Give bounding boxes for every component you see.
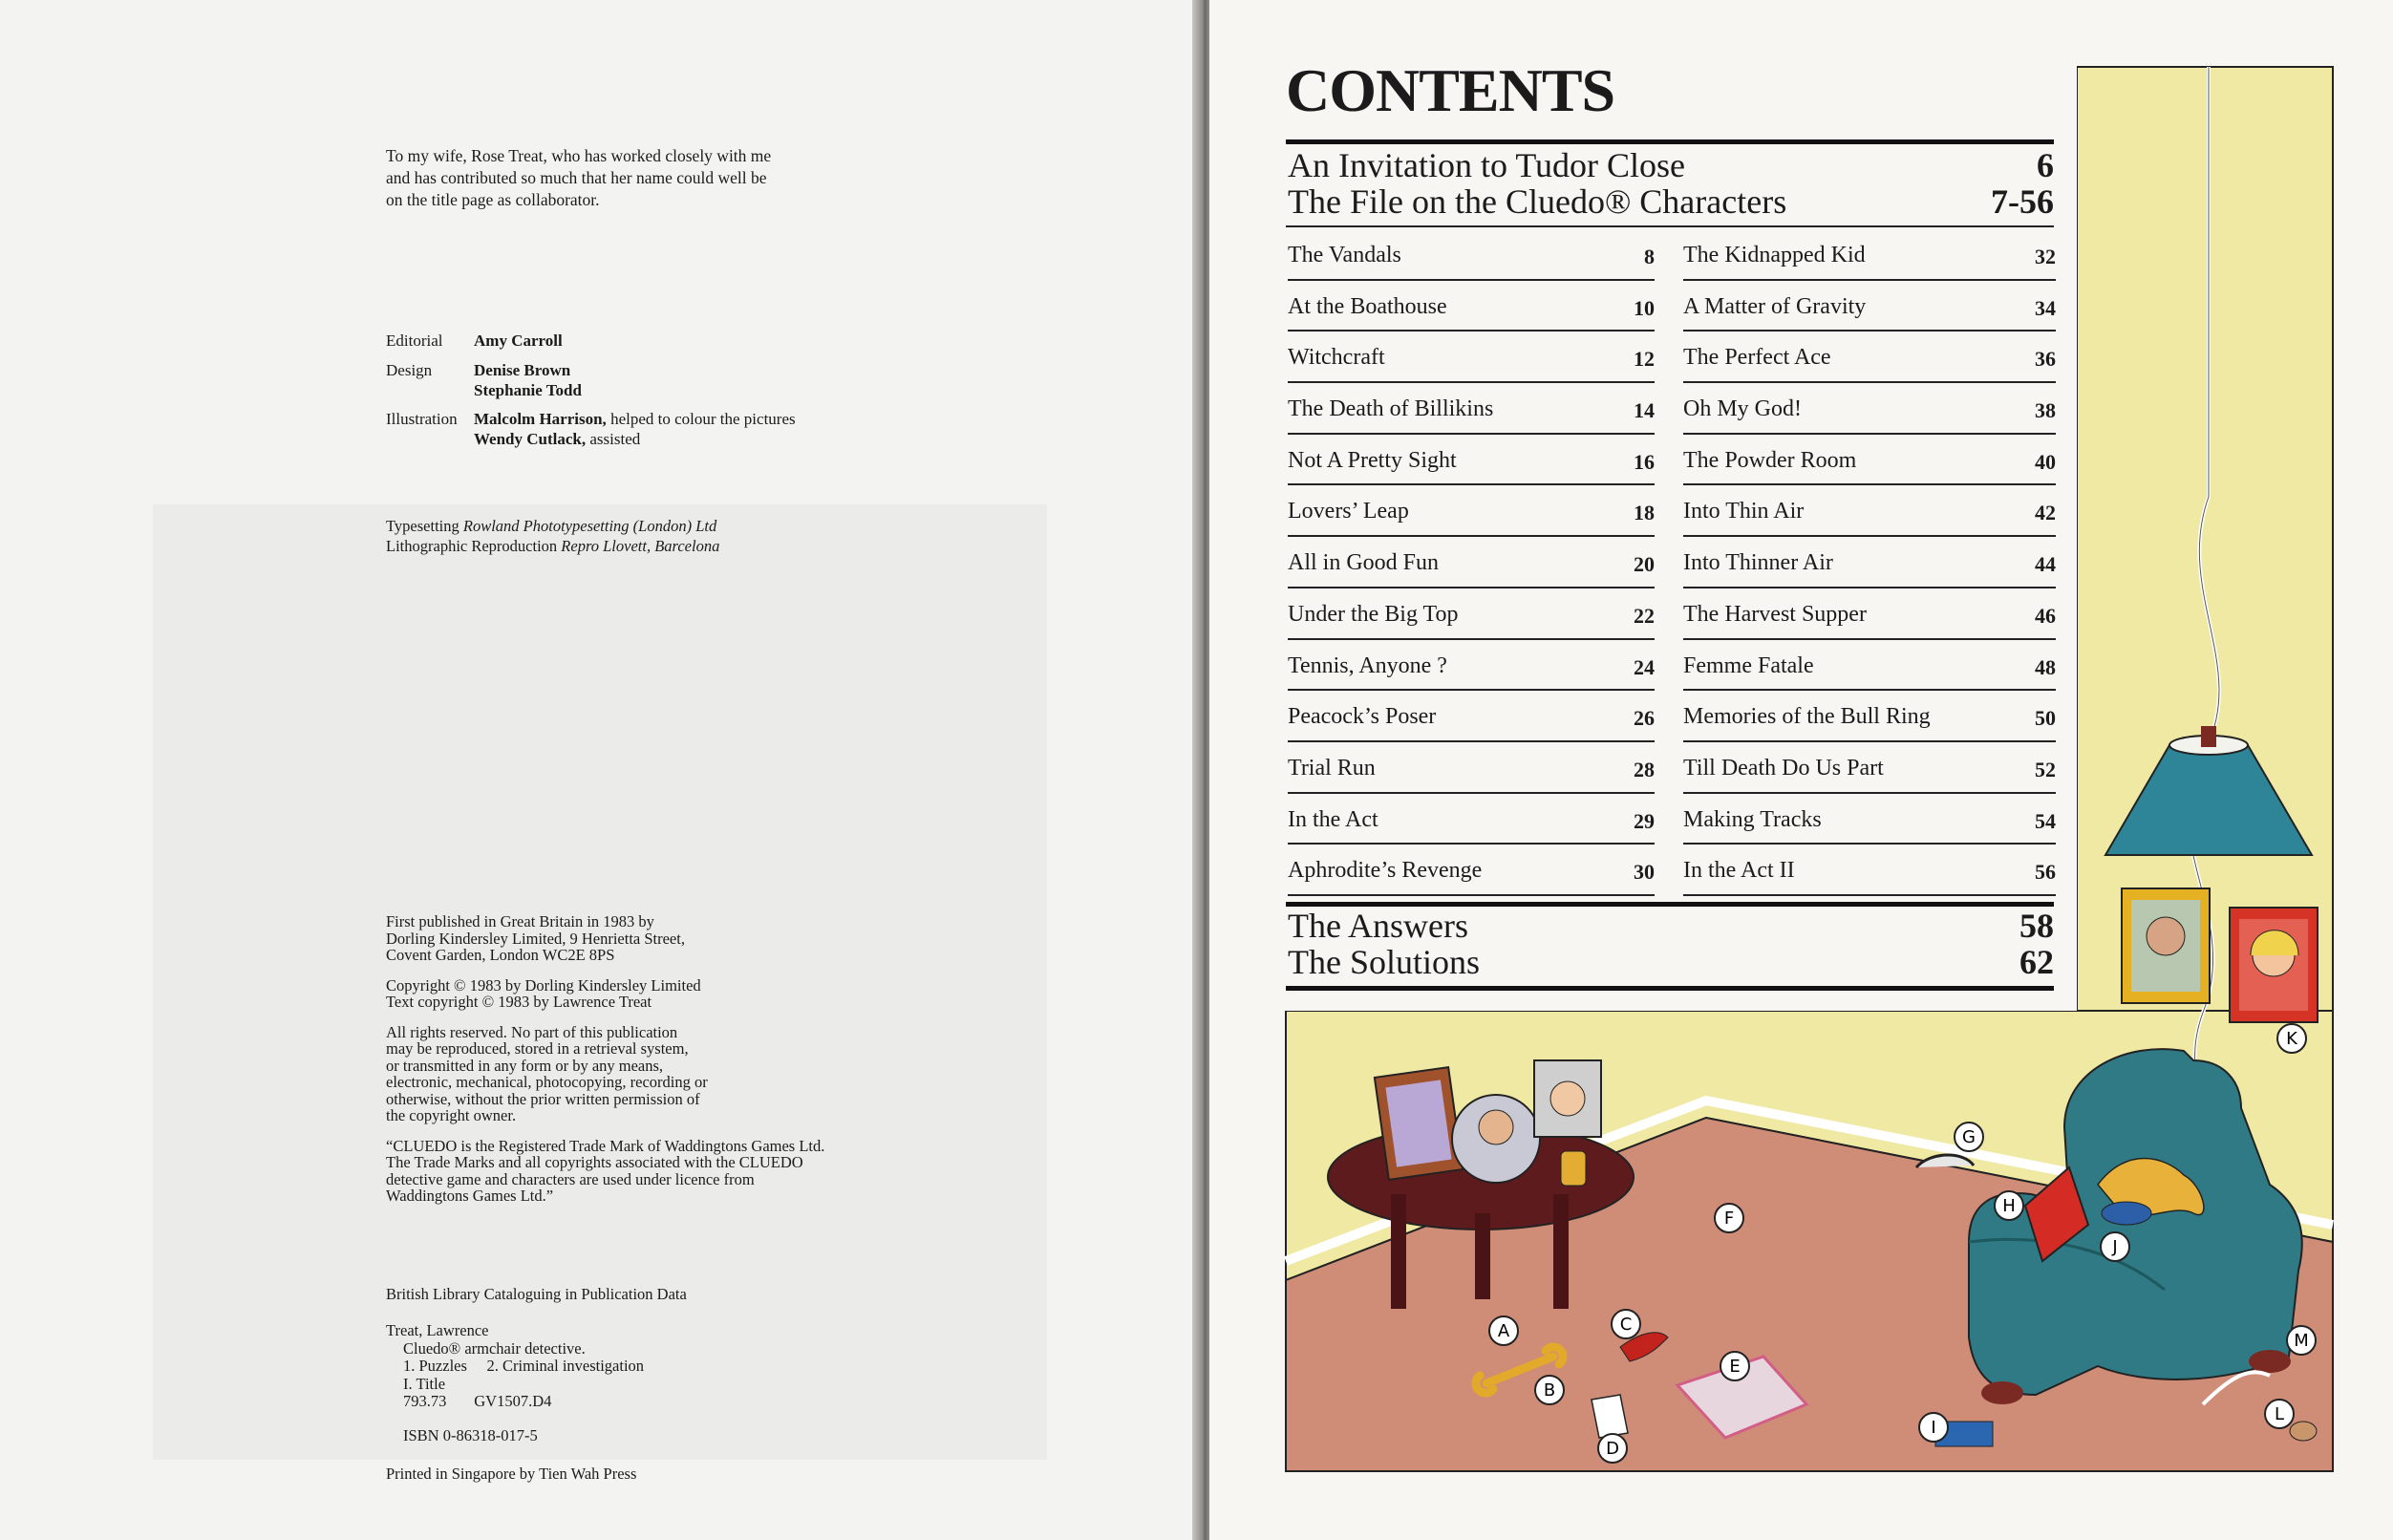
isbn: ISBN 0-86318-017-5 [403,1426,538,1444]
marker-f [1715,1204,1743,1232]
entry-title: Trial Run [1288,755,1376,781]
credit-design [386,360,582,400]
marker-i [1919,1413,1948,1442]
typesetting-block [386,516,719,556]
entry-title: Till Death Do Us Part [1683,755,1884,781]
line: the copyright owner. [386,1106,517,1124]
entry-title: Under the Big Top [1288,601,1459,627]
entry-page: 38 [2035,398,2056,423]
entry-page: 29 [1634,808,1655,833]
entry-page: 28 [1634,757,1655,781]
marker-l [2265,1400,2294,1428]
svg-text:M: M [2294,1331,2309,1351]
line: otherwise, without the prior written permission of [386,1089,700,1108]
entry-title: Peacock’s Poser [1288,704,1437,730]
toc-entry [1683,495,2056,546]
credit-name: Wendy Cutlack, [474,430,587,448]
toc-entry [1288,341,1655,393]
marker-d [1598,1434,1627,1463]
entry-page: 12 [1634,347,1655,372]
entry-page: 32 [2035,245,2056,268]
toc-entry [1683,598,2056,650]
entry-page: 6 [2037,146,2054,184]
toc-entry [1683,752,2056,803]
svg-text:K: K [2286,1029,2297,1049]
toc-entry [1288,700,1655,752]
svg-text:E: E [1729,1357,1741,1377]
credit-illustration [386,409,796,449]
toc-entry [1288,598,1655,650]
line: or transmitted in any form or by any means, [386,1056,664,1075]
marker-m [2287,1326,2316,1355]
toc-entry [1288,290,1655,342]
entry-title: An Invitation to Tudor Close [1288,146,1686,184]
entry-page: 44 [2035,552,2056,577]
line: The Trade Marks and all copyrights associated with the CLUEDO [386,1153,803,1171]
litho-label: Lithographic Reproduction [386,537,558,555]
ashtray [2102,1202,2151,1225]
cip-i-title: I. Title [403,1374,446,1393]
entry-page: 42 [2035,501,2056,525]
toc-entry [1288,444,1655,496]
svg-text:J: J [2112,1237,2118,1257]
cip-author: Treat, Lawrence [386,1321,489,1339]
entry-title: The Solutions [1288,943,1481,981]
line: Dorling Kindersley Limited, 9 Henrietta Street, [386,929,685,948]
entry-page: 34 [2035,295,2056,320]
line: All rights reserved. No part of this publication [386,1022,678,1041]
svg-text:B: B [1543,1380,1556,1401]
entry-title: Femme Fatale [1683,652,1814,678]
toc-entry [1683,854,2056,906]
toc-entry [1683,803,2056,855]
marker-b [1535,1376,1564,1404]
entry-page: 16 [1634,449,1655,474]
printed-in: Printed in Singapore by Tien Wah Press [386,1465,637,1483]
cip-block [386,1322,644,1411]
entry-title: The Harvest Supper [1683,601,1867,627]
credit-name: Stephanie Todd [474,381,582,399]
entry-page: 8 [1644,245,1655,268]
entry-page: 48 [2035,654,2056,679]
entry-title: The Powder Room [1683,447,1857,473]
entry-page: 14 [1634,398,1655,423]
entry-title: Tennis, Anyone ? [1288,652,1447,678]
entry-page: 24 [1634,654,1655,679]
entry-page: 30 [1634,860,1655,885]
entry-title: The Vandals [1288,243,1401,267]
title-rule [1286,139,2054,144]
credit-note: helped to colour the pictures [610,410,796,428]
toc-entry [1683,239,2056,290]
entry-title: In the Act [1288,806,1378,832]
toc-entry [1683,444,2056,496]
top-rule [1286,225,2054,227]
svg-text:A: A [1497,1321,1510,1341]
cip-class: 793.73 GV1507.D4 [403,1392,552,1410]
marker-a [1489,1316,1518,1345]
entry-page: 50 [2035,706,2056,731]
line: may be reproduced, stored in a retrieval system, [386,1039,689,1058]
svg-text:D: D [1606,1439,1619,1459]
credit-label: Illustration [386,410,458,428]
entry-page: 22 [1634,603,1655,628]
entry-title: All in Good Fun [1288,550,1440,576]
dedication: To my wife, Rose Treat, who has worked closely with me and has contributed so much that her name could well be on the title page as collaborator. [386,146,772,209]
bottom-entry [1288,944,2054,980]
entry-page: 56 [2035,860,2056,885]
toc-entry [1288,854,1655,906]
cip-heading: British Library Cataloguing in Publication Data [386,1285,687,1303]
entry-title: Into Thin Air [1683,499,1805,524]
toc-entry [1288,546,1655,598]
line: detective game and characters are used under licence from [386,1169,755,1188]
toc-entry [1288,650,1655,701]
entry-title: The Kidnapped Kid [1683,243,1866,267]
credit-label: Editorial [386,332,443,350]
toc-entry [1683,290,2056,342]
entry-title: A Matter of Gravity [1683,293,1867,319]
entry-page: 54 [2035,808,2056,833]
litho-value: Repro Llovett, Barcelona [561,537,720,555]
marker-h [1995,1191,2023,1220]
publication-info [386,913,921,1218]
toc-entry [1683,341,2056,393]
entry-title: Lovers’ Leap [1288,499,1409,524]
entry-page: 40 [2035,449,2056,474]
credit-name: Malcolm Harrison, [474,410,607,428]
entry-page: 7-56 [1991,182,2054,221]
typesetting-label: Typesetting [386,517,459,535]
toc-entry [1683,546,2056,598]
toc-entry [1288,495,1655,546]
entry-page: 46 [2035,603,2056,628]
copyright [386,977,921,1011]
entry-title: Oh My God! [1683,396,1802,422]
credit-editorial [386,331,563,351]
cork [2290,1422,2317,1441]
marker-c [1612,1310,1640,1338]
line: “CLUEDO is the Registered Trade Mark of Waddingtons Games Ltd. [386,1136,825,1155]
toc-entry [1288,393,1655,444]
rights [386,1024,921,1124]
credit-note: assisted [589,430,641,448]
credit-name: Amy Carroll [474,332,563,350]
entry-title: The File on the Cluedo® Characters [1288,182,1787,221]
toc-entry [1683,393,2056,444]
line: Text copyright © 1983 by Lawrence Treat [386,993,652,1011]
entry-page: 36 [2035,347,2056,372]
toc-right-column [1683,239,2056,906]
jar [1561,1151,1586,1186]
line: Waddingtons Games Ltd.” [386,1187,554,1205]
svg-text:I: I [1931,1418,1936,1438]
toc-entry [1683,650,2056,701]
svg-text:F: F [1723,1208,1735,1229]
entry-page: 26 [1634,706,1655,731]
top-entry [1288,183,2054,220]
marker-e [1720,1352,1749,1380]
marker-j [2101,1232,2129,1261]
entry-page: 58 [2019,907,2054,945]
line: First published in Great Britain in 1983 by [386,912,654,930]
toc-entry [1288,752,1655,803]
line: Copyright © 1983 by Dorling Kindersley Limited [386,975,701,995]
right-page [1209,0,2393,1540]
entry-title: Aphrodite’s Revenge [1288,858,1483,884]
toc-entry [1288,803,1655,855]
entry-page: 10 [1634,295,1655,320]
entry-title: Memories of the Bull Ring [1683,704,1931,730]
top-entry [1288,147,2054,183]
entry-title: The Perfect Ace [1683,345,1831,371]
credit-name: Denise Brown [474,361,571,379]
entry-title: Witchcraft [1288,345,1385,371]
credit-label: Design [386,361,433,379]
svg-text:C: C [1619,1315,1633,1335]
entry-title: Making Tracks [1683,806,1822,832]
contents-title: CONTENTS [1286,56,1615,124]
first-published [386,913,921,964]
wall-strip [2077,67,2333,1022]
svg-text:L: L [2274,1404,2285,1424]
toc-entry [1683,700,2056,752]
marker-k [2277,1024,2306,1053]
line: electronic, mechanical, photocopying, recording or [386,1073,708,1091]
svg-text:H: H [2002,1196,2016,1216]
entry-page: 52 [2035,757,2056,781]
svg-text:G: G [1962,1127,1976,1147]
toc-left-column [1288,239,1655,906]
cip-title: Cluedo® armchair detective. [403,1338,586,1358]
bottom-rule [1286,986,2054,991]
entry-title: Into Thinner Air [1683,550,1833,576]
bottom-entry [1288,908,2054,944]
entry-title: Not A Pretty Sight [1288,447,1457,473]
entry-title: The Answers [1288,907,1468,945]
line: Covent Garden, London WC2E 8PS [386,946,615,964]
toc-entry [1288,239,1655,290]
marker-g [1955,1123,1983,1151]
entry-title: At the Boathouse [1288,293,1447,319]
entry-page: 62 [2019,943,2054,981]
entry-title: In the Act II [1683,858,1795,884]
typesetting-value: Rowland Phototypesetting (London) Ltd [462,517,717,535]
cip-subjects: 1. Puzzles 2. Criminal investigation [403,1357,645,1375]
entry-page: 18 [1634,501,1655,525]
entry-title: The Death of Billikins [1288,396,1494,422]
trademark [386,1138,921,1205]
entry-page: 20 [1634,552,1655,577]
